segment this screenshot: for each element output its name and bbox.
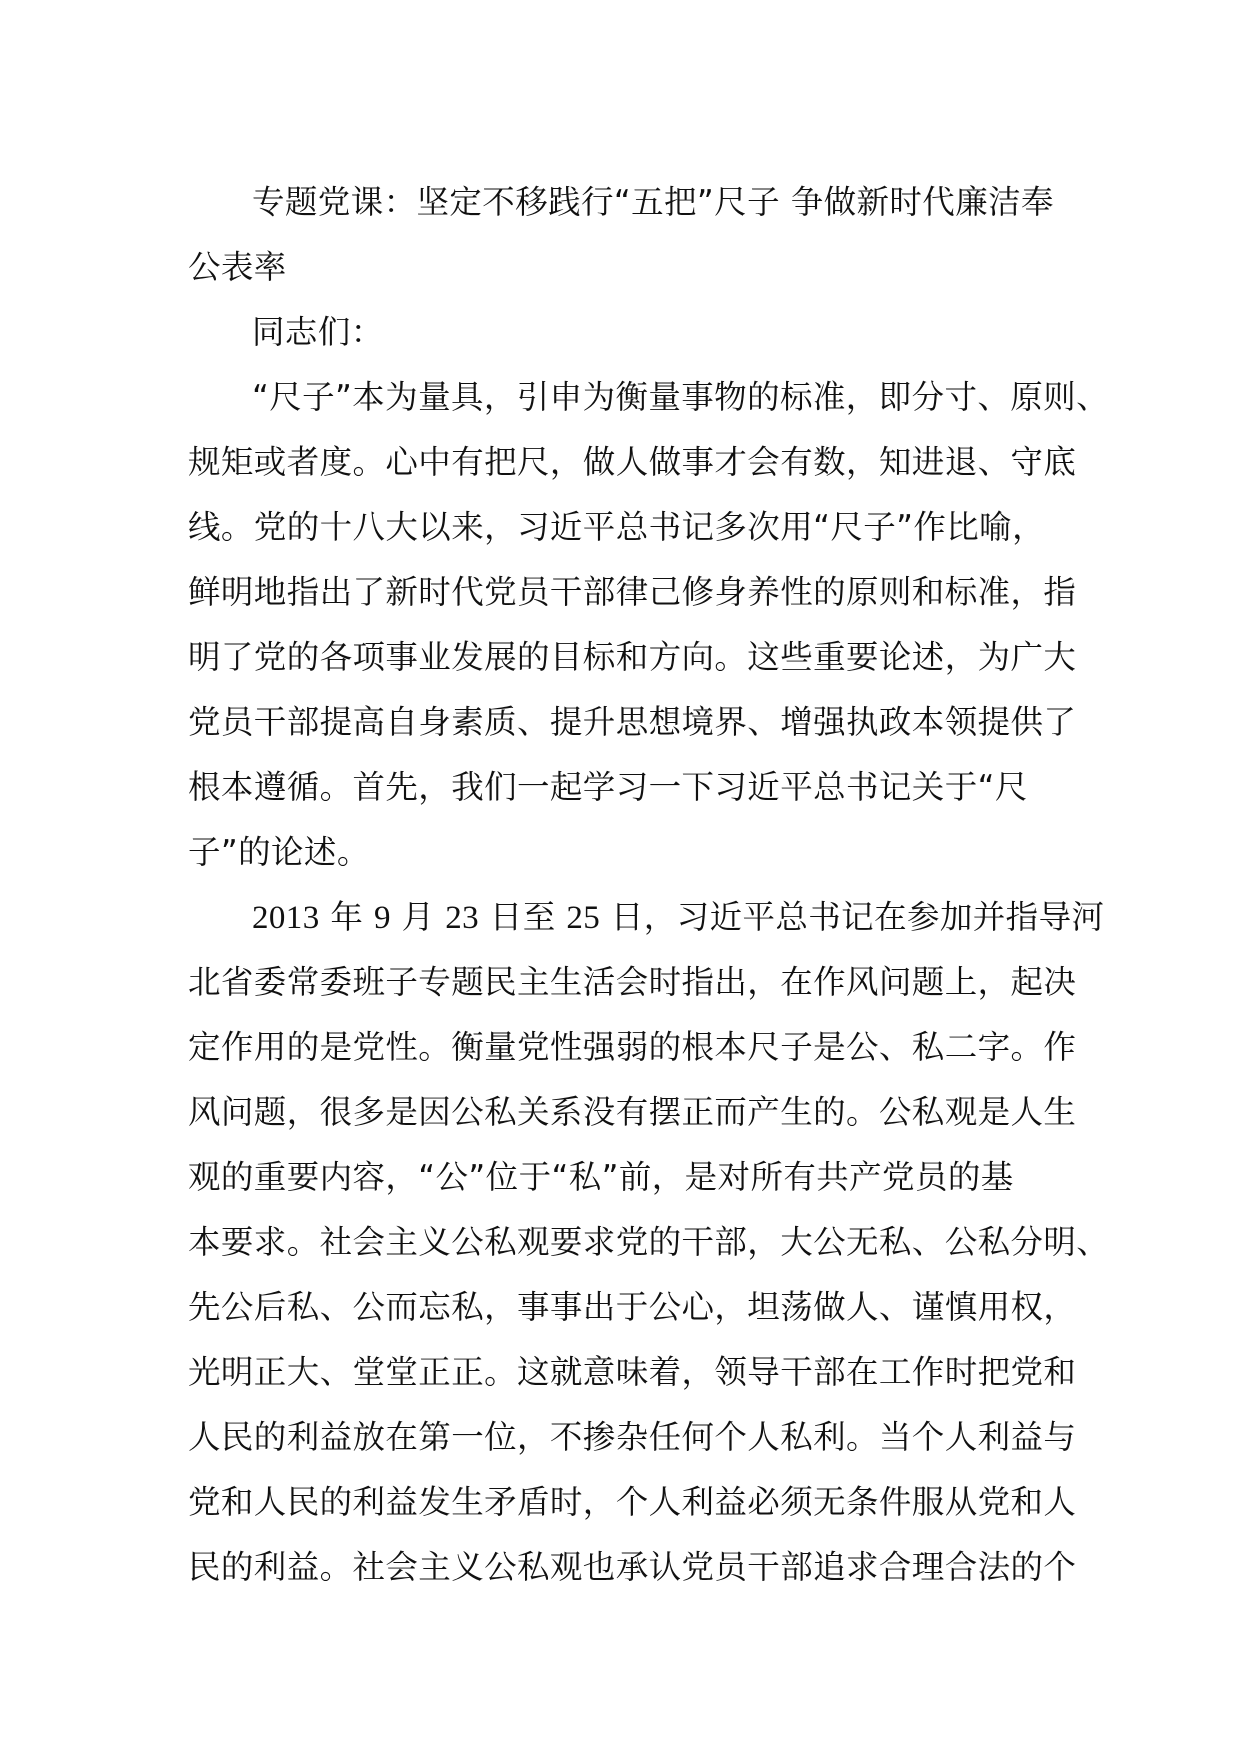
title-line-2: 公表率 (188, 248, 287, 286)
paragraph2-line: 先公后私、公而忘私，事事出于公心，坦荡做人、谨慎用权， (188, 1288, 1077, 1326)
paragraph2-line: 观的重要内容，“公”位于“私”前，是对所有共产党员的基 (188, 1158, 1014, 1196)
paragraph2-text: 日，习近平总书记在参加并指导河 (600, 898, 1105, 936)
paragraph1-line: 鲜明地指出了新时代党员干部律己修身养性的原则和标准，指 (188, 573, 1077, 611)
paragraph2-first-line (188, 885, 1105, 950)
paragraph2-line: 光明正大、堂堂正正。这就意味着，领导干部在工作时把党和 (188, 1353, 1077, 1391)
paragraph2-line: 党和人民的利益发生矛盾时，个人利益必须无条件服从党和人 (188, 1483, 1077, 1521)
paragraph2-line: 本要求。社会主义公私观要求党的干部，大公无私、公私分明、 (188, 1223, 1110, 1261)
salutation: 同志们： (252, 313, 384, 351)
date-text: 日至 (479, 898, 567, 936)
paragraph1-line: 明了党的各项事业发展的目标和方向。这些重要论述，为广大 (188, 638, 1077, 676)
date-month: 9 (373, 900, 391, 936)
date-text: 年 (319, 898, 374, 936)
paragraph1-line: 线。党的十八大以来，习近平总书记多次用“尺子”作比喻， (188, 508, 1045, 546)
paragraph1-line: “尺子”本为量具，引申为衡量事物的标准，即分寸、原则、 (252, 378, 1109, 416)
paragraph2-line: 民的利益。社会主义公私观也承认党员干部追求合理合法的个 (188, 1548, 1077, 1586)
paragraph1-line: 子”的论述。 (188, 833, 370, 871)
title-line-1: 专题党课：坚定不移践行“五把”尺子 争做新时代廉洁奉 (252, 183, 1054, 221)
date-day-end: 25 (566, 900, 601, 936)
date-day-start: 23 (445, 900, 480, 936)
paragraph2-line: 人民的利益放在第一位，不掺杂任何个人私利。当个人利益与 (188, 1418, 1077, 1456)
paragraph1-line: 规矩或者度。心中有把尺，做人做事才会有数，知进退、守底 (188, 443, 1077, 481)
date-year: 2013 (252, 900, 320, 936)
paragraph2-line: 风问题，很多是因公私关系没有摆正而产生的。公私观是人生 (188, 1093, 1077, 1131)
date-text: 月 (390, 898, 446, 936)
paragraph2-line: 定作用的是党性。衡量党性强弱的根本尺子是公、私二字。作 (188, 1028, 1077, 1066)
paragraph1-line: 党员干部提高自身素质、提升思想境界、增强执政本领提供了 (188, 703, 1077, 741)
document-body (188, 170, 1110, 1600)
paragraph2-line: 北省委常委班子专题民主生活会时指出，在作风问题上，起决 (188, 963, 1077, 1001)
paragraph1-line: 根本遵循。首先，我们一起学习一下习近平总书记关于“尺 (188, 768, 1028, 806)
